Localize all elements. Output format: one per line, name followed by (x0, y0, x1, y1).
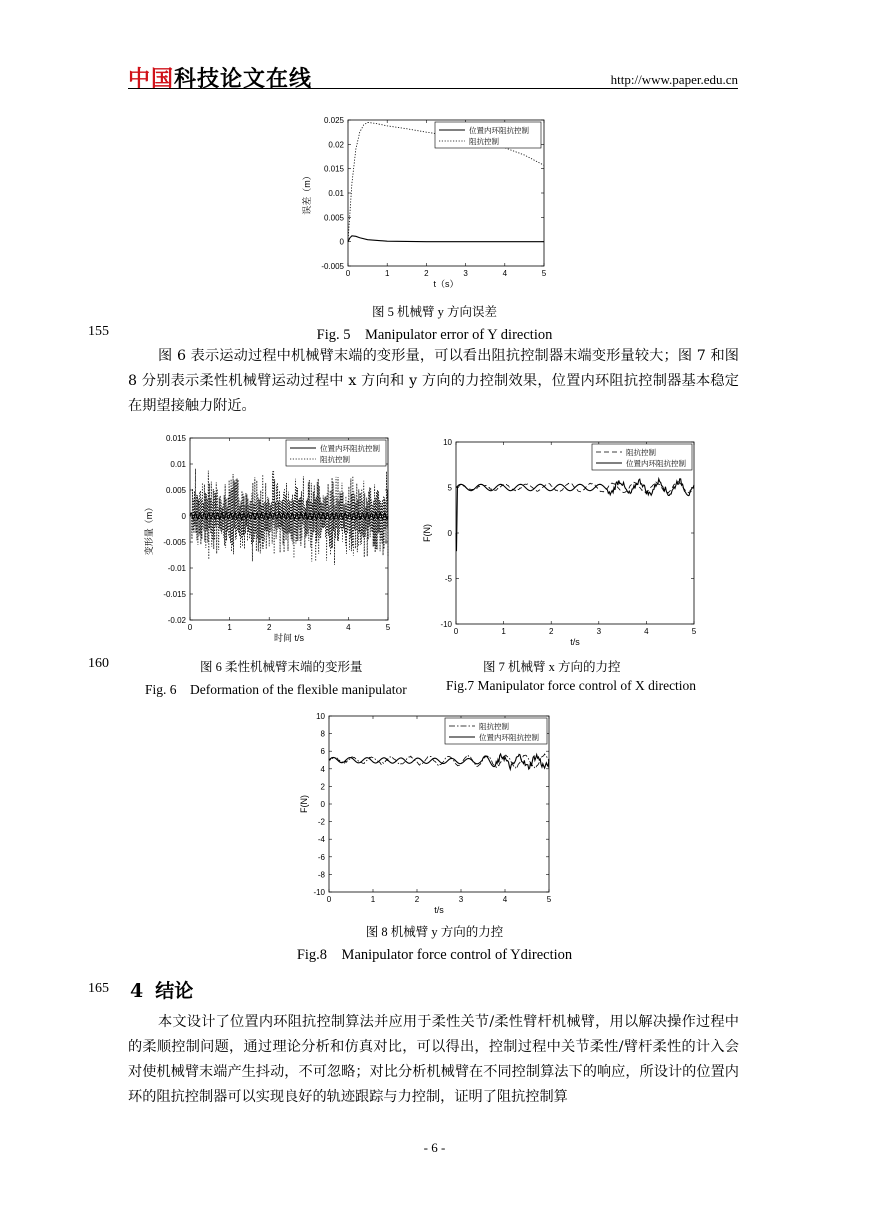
legend-label: 位置内环阻抗控制 (320, 444, 380, 453)
y-tick-label: -2 (317, 817, 325, 827)
x-tick-label: 5 (385, 623, 391, 632)
legend-label: 阻抗控制 (469, 137, 499, 146)
y-tick-label: 0.01 (170, 460, 186, 469)
journal-logo: 中国科技论文在线 (128, 67, 313, 92)
legend-label: 位置内环阻抗控制 (626, 459, 686, 468)
x-axis-label: t/s (570, 637, 580, 647)
y-tick-label: 0 (181, 512, 186, 521)
x-axis-label: t（s） (433, 279, 459, 289)
legend-label: 阻抗控制 (626, 448, 656, 457)
x-tick-label: 0 (345, 269, 351, 278)
y-tick-label: -10 (313, 888, 325, 897)
figure-6-caption-zh: 图 6 柔性机械臂末端的变形量 (200, 660, 363, 674)
figure-6-caption-en: Fig. 6 Deformation of the flexible manipulator (145, 682, 407, 697)
y-tick-label: -0.015 (163, 590, 186, 599)
figure-8-caption-en: Fig.8 Manipulator force control of Ydirection (296, 947, 573, 963)
y-tick-label: 6 (320, 747, 325, 757)
x-tick-label: 1 (501, 627, 506, 636)
y-tick-label: -10 (440, 620, 452, 629)
y-tick-label: -8 (317, 870, 325, 880)
y-tick-label: 0.005 (323, 213, 344, 223)
legend-label: 阻抗控制 (320, 455, 350, 464)
figure-5-caption-en: Fig. 5 Manipulator error of Y direction (316, 327, 553, 343)
figure-5-chart (290, 108, 560, 298)
x-tick-label: 3 (458, 895, 464, 904)
legend-label: 位置内环阻抗控制 (479, 733, 539, 742)
x-tick-label: 2 (414, 895, 420, 904)
x-tick-label: 4 (502, 269, 508, 278)
line-number: 165 (88, 981, 109, 996)
x-tick-label: 2 (424, 269, 429, 278)
x-tick-label: 1 (370, 895, 376, 904)
y-tick-label: 10 (316, 712, 325, 721)
y-tick-label: 0.01 (328, 189, 344, 198)
y-tick-label: 10 (443, 438, 452, 447)
x-axis-label: t/s (434, 905, 444, 915)
x-tick-label: 3 (306, 623, 312, 632)
y-tick-label: -5 (444, 574, 452, 584)
y-tick-label: 0.005 (165, 486, 186, 495)
y-tick-label: 8 (320, 729, 325, 739)
x-tick-label: 0 (453, 627, 459, 636)
y-tick-label: -0.005 (321, 262, 344, 271)
y-tick-label: -0.01 (167, 564, 186, 573)
legend-label: 位置内环阻抗控制 (469, 126, 529, 135)
body-paragraph: 图 6 表示运动过程中机械臂末端的变形量，可以看出阻抗控制器末端变形量较大；图 7 和图 8 分别表示柔性机械臂运动过程中 x 方向和 y 方向的力控制效果，位置内环阻抗控制器基本稳定在期望接触力附近。 (128, 348, 739, 414)
y-tick-label: 0.02 (328, 140, 344, 150)
figure-7-chart (412, 428, 708, 656)
y-axis-label: 变形量（m） (144, 502, 154, 556)
y-axis-label: 误差（m） (302, 171, 312, 215)
page-number: - 6 - (423, 1140, 446, 1155)
figure-8-chart (295, 708, 565, 920)
line-number: 155 (88, 324, 109, 339)
y-tick-label: 0.015 (323, 164, 344, 174)
x-tick-label: 4 (346, 623, 351, 632)
y-tick-label: 0.025 (323, 116, 344, 125)
x-tick-label: 1 (227, 623, 232, 632)
x-tick-label: 3 (463, 269, 468, 278)
y-tick-label: 0 (447, 529, 452, 538)
y-tick-label: 0.015 (165, 434, 186, 443)
line-number: 160 (88, 656, 109, 671)
y-tick-label: -0.005 (163, 538, 186, 547)
x-tick-label: 0 (187, 623, 193, 632)
header-divider (128, 88, 738, 89)
body-paragraph: 本文设计了位置内环阻抗控制算法并应用于柔性关节/柔性臂杆机械臂，用以解决操作过程中的柔顺控制问题，通过理论分析和仿真对比，可以得出，控制过程中关节柔性/臂杆柔性的计入会对使机械臂末端产生抖动，不可忽略；对比分析机械臂在不同控制算法下的响应，所设计的位置内环的阻抗控制器可以实现良好的轨迹跟踪与力控制，证明了阻抗控制算 (128, 1014, 739, 1105)
x-tick-label: 2 (266, 623, 272, 632)
figure-8-caption-zh: 图 8 机械臂 y 方向的力控 (365, 925, 504, 939)
figure-6-chart (140, 428, 400, 656)
x-tick-label: 4 (644, 627, 649, 636)
y-tick-label: 0 (320, 800, 325, 809)
figure-5-caption-zh: 图 5 机械臂 y 方向误差 (371, 305, 497, 319)
y-tick-label: 5 (447, 483, 452, 493)
x-tick-label: 0 (326, 895, 332, 904)
figure-7-caption-zh: 图 7 机械臂 x 方向的力控 (483, 660, 621, 674)
figure-7-caption-en: Fig.7 Manipulator force control of X direction (446, 678, 697, 693)
y-tick-label: -0.02 (167, 616, 186, 625)
x-tick-label: 3 (596, 627, 602, 636)
x-axis-label: 时间 t/s (273, 633, 305, 643)
y-tick-label: -4 (317, 835, 325, 845)
y-tick-label: 2 (320, 782, 325, 792)
y-tick-label: 4 (320, 764, 325, 774)
y-axis-label: F(N) (299, 795, 309, 813)
y-tick-label: -6 (317, 852, 325, 862)
header-url[interactable]: http://www.paper.edu.cn (610, 72, 738, 87)
x-tick-label: 5 (541, 269, 547, 278)
section-heading: 4 结论 (130, 980, 194, 1002)
x-tick-label: 2 (548, 627, 554, 636)
y-axis-label: F(N) (422, 524, 432, 542)
x-tick-label: 5 (546, 895, 552, 904)
y-tick-label: 0 (339, 237, 344, 247)
x-tick-label: 5 (691, 627, 697, 636)
x-tick-label: 1 (384, 269, 390, 278)
legend-label: 阻抗控制 (479, 722, 509, 731)
x-tick-label: 4 (502, 895, 508, 904)
